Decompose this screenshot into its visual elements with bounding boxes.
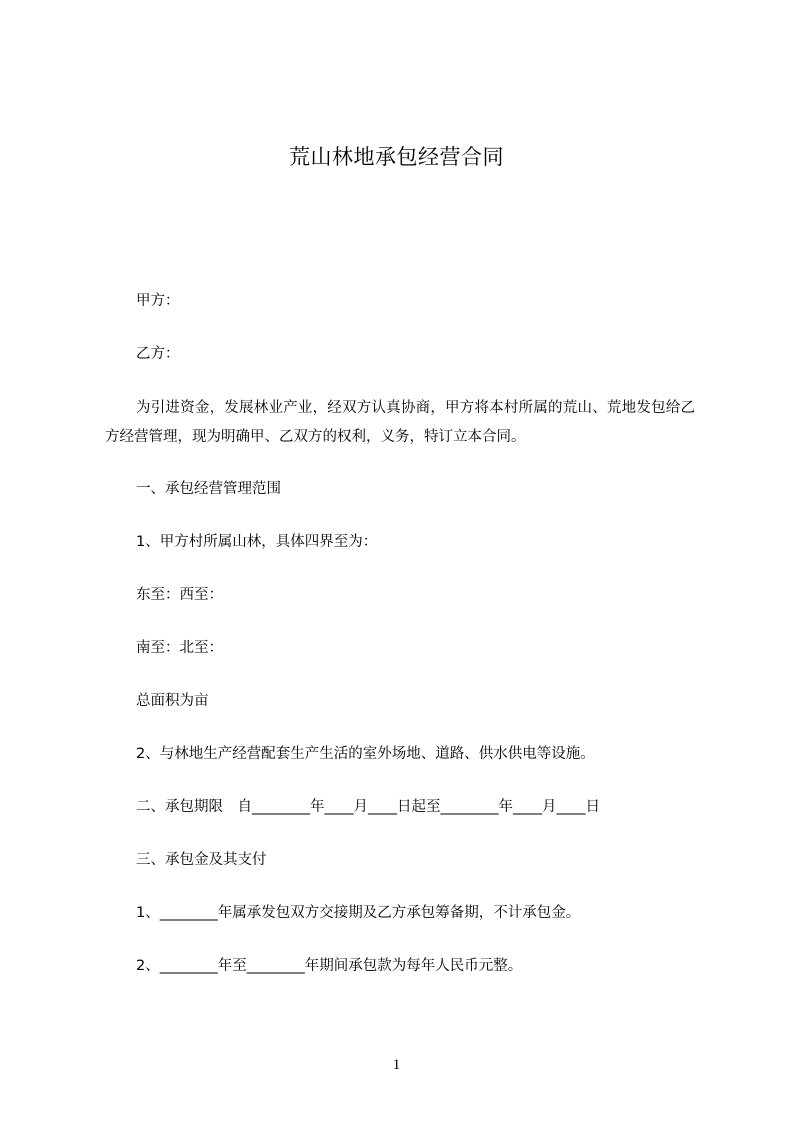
boundary-east-west: 东至：西至：	[136, 587, 223, 603]
section-2-heading: 二、承包期限 自________年____月____日起至________年____月____日	[136, 799, 600, 815]
party-b-line: 乙方：	[136, 346, 180, 362]
section-3-item-1: 1、________年属承发包双方交接期及乙方承包筹备期，不计承包金。	[136, 905, 581, 921]
section-3-heading: 三、承包金及其支付	[136, 852, 267, 868]
section-1-heading: 一、承包经营管理范围	[136, 481, 281, 497]
section-1-item-2: 2、与林地生产经营配套生产生活的室外场地、道路、供水供电等设施。	[136, 746, 595, 762]
page-number: 1	[392, 1057, 401, 1073]
document-title: 荒山林地承包经营合同	[289, 145, 504, 169]
intro-paragraph: 为引进资金，发展林业产业，经双方认真协商，甲方将本村所属的荒山、荒地发包给乙方经营管理，现为明确甲、乙双方的权利，义务，特订立本合同。	[105, 400, 695, 445]
section-3-item-2: 2、________年至________年期间承包款为每年人民币元整。	[136, 958, 523, 974]
boundary-south-north: 南至：北至：	[136, 640, 223, 656]
section-1-item-1: 1、甲方村所属山林，具体四界至为：	[136, 534, 378, 550]
total-area-line: 总面积为亩	[136, 693, 209, 709]
party-a-line: 甲方：	[136, 293, 180, 309]
